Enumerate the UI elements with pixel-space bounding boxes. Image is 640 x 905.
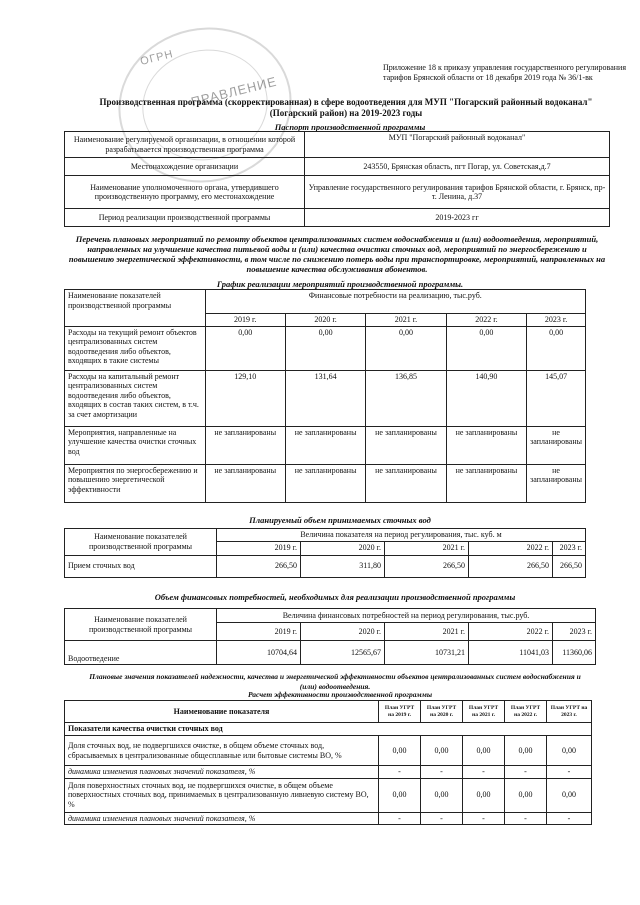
year-header: 2022 г.: [446, 314, 526, 327]
year-header: 2020 г.: [301, 623, 385, 641]
indicators-table: [64, 700, 592, 825]
indicators-cell: -: [421, 766, 463, 779]
schedule-cell: 129,10: [205, 370, 285, 426]
finance-head-group: Величина финансовых потребностей на период регулирования, тыс.руб.: [217, 609, 596, 623]
schedule-head-group: Финансовые потребности на реализацию, тыс.руб.: [205, 290, 585, 314]
efficiency-heading: Расчет эффективности производственной программы: [247, 690, 433, 699]
indicators-cell: -: [505, 812, 547, 825]
schedule-cell: не запланированы: [205, 464, 285, 502]
indicators-cell: 0,00: [463, 736, 505, 766]
schedule-cell: не запланированы: [446, 464, 526, 502]
year-header: 2023 г.: [527, 314, 586, 327]
schedule-cell: 0,00: [205, 326, 285, 370]
indicators-cell: -: [463, 812, 505, 825]
finance-cell: 10704,64: [217, 641, 301, 665]
schedule-cell: не запланированы: [527, 464, 586, 502]
schedule-cell: 140,90: [446, 370, 526, 426]
volume-row-label: Прием сточных вод: [65, 555, 217, 577]
indicators-row: [65, 778, 592, 812]
passport-label: Наименование регулируемой организации, в отношении которой разрабатывается производственная программа: [65, 132, 305, 158]
indicators-heading: Плановые значения показателей надежности, качества и энергетической эффективности объектов централизованных систем водоснабжения и (или) водоотведения.: [89, 672, 581, 691]
passport-label: Местонахождение организации: [65, 158, 305, 176]
year-header: 2021 г.: [366, 314, 446, 327]
indicators-row: [65, 766, 592, 779]
passport-table: [64, 131, 610, 227]
passport-row: [65, 209, 610, 227]
year-header: 2023 г.: [553, 541, 586, 555]
volume-cell: 266,50: [469, 555, 553, 577]
passport-row: [65, 132, 610, 158]
schedule-cell: не запланированы: [366, 464, 446, 502]
finance-heading: Объем финансовых потребностей, необходимых для реализации производственной программы: [154, 592, 516, 602]
finance-cell: 10731,21: [385, 641, 469, 665]
finance-cell: 11360,06: [553, 641, 596, 665]
finance-table: [64, 608, 596, 665]
passport-heading: Паспорт производственной программы: [274, 122, 426, 132]
schedule-cell: 0,00: [527, 326, 586, 370]
volume-head-label: Наименование показателей производственной программы: [65, 529, 217, 556]
volume-cell: 311,80: [301, 555, 385, 577]
plan-header: План УГРТ на 2022 г.: [505, 701, 547, 723]
indicators-cell: -: [379, 812, 421, 825]
schedule-row-label: Мероприятия, направленные на улучшение качества очистки сточных вод: [65, 426, 206, 464]
title-line-2: (Погарский район) на 2019-2023 годы: [269, 108, 423, 118]
stamp-text-1: ОГРН: [139, 48, 175, 68]
schedule-row-label: Расходы на капитальный ремонт централизованных систем водоотведения либо объектов, входящих в состав таких систем, в т.ч. за счет амортизации: [65, 370, 206, 426]
volume-cell: 266,50: [385, 555, 469, 577]
volume-cell: 266,50: [217, 555, 301, 577]
finance-row: [65, 641, 596, 665]
passport-row: [65, 176, 610, 209]
indicators-head-label: Наименование показателя: [65, 701, 379, 723]
schedule-row: [65, 426, 586, 464]
volume-head-group: Величина показателя на период регулирования, тыс. куб. м: [217, 529, 586, 542]
passport-label: Наименование уполномоченного органа, утвердившего производственную программу, его местонахождение: [65, 176, 305, 209]
indicators-cell: 0,00: [463, 778, 505, 812]
year-header: 2020 г.: [285, 314, 365, 327]
indicators-row-label: Доля поверхностных сточных вод, не подвергшихся очистке, в общем объеме поверхностных сточных вод, принимаемых в централизованную ливневую систему ВО, %: [65, 778, 379, 812]
schedule-table: [64, 289, 586, 503]
finance-row-label: Водоотведение: [65, 641, 217, 665]
schedule-cell: 145,07: [527, 370, 586, 426]
indicators-cell: 0,00: [379, 736, 421, 766]
schedule-cell: 0,00: [285, 326, 365, 370]
indicators-cell: -: [421, 812, 463, 825]
stamp-text-2: ПРАВЛЕНИЕ: [189, 73, 279, 110]
passport-label: Период реализации производственной программы: [65, 209, 305, 227]
schedule-row-label: Мероприятия по энергосбережению и повышению энергетической эффективности: [65, 464, 206, 502]
plan-header: План УГРТ на 2021 г.: [463, 701, 505, 723]
indicators-row-label: динамика изменения плановых значений показателя, %: [65, 766, 379, 779]
appendix-note: Приложение 18 к приказу управления государственного регулирования тарифов Брянской области от 18 декабря 2019 года № 36/1-вк: [383, 63, 627, 82]
indicators-section: Показатели качества очистки сточных вод: [65, 723, 592, 736]
schedule-row: [65, 370, 586, 426]
indicators-cell: -: [547, 766, 592, 779]
indicators-row-label: динамика изменения плановых значений показателя, %: [65, 812, 379, 825]
year-header: 2021 г.: [385, 623, 469, 641]
indicators-cell: 0,00: [505, 736, 547, 766]
document-title: [86, 97, 606, 119]
year-header: 2022 г.: [469, 541, 553, 555]
passport-row: [65, 158, 610, 176]
schedule-cell: не запланированы: [285, 464, 365, 502]
title-line-1: Производственная программа (скорректированная) в сфере водоотведения для МУП "Погарский районный водоканал": [99, 97, 593, 107]
finance-cell: 12565,67: [301, 641, 385, 665]
volume-table: [64, 528, 586, 578]
finance-head-label: Наименование показателей производственной программы: [65, 609, 217, 641]
finance-cell: 11041,03: [469, 641, 553, 665]
indicators-cell: 0,00: [505, 778, 547, 812]
volume-row: [65, 555, 586, 577]
plan-header: План УГРТ на 2020 г.: [421, 701, 463, 723]
schedule-cell: не запланированы: [527, 426, 586, 464]
indicators-cell: -: [379, 766, 421, 779]
year-header: 2022 г.: [469, 623, 553, 641]
passport-value: МУП "Погарский районный водоканал": [305, 132, 610, 158]
indicators-row-label: Доля сточных вод, не подвергшихся очистке, в общем объеме сточных вод, сбрасываемых в централизованные общесплавные или бытовые системы ВО, %: [65, 736, 379, 766]
schedule-cell: 0,00: [366, 326, 446, 370]
schedule-cell: 136,85: [366, 370, 446, 426]
indicators-cell: -: [505, 766, 547, 779]
indicators-cell: -: [463, 766, 505, 779]
passport-value: Управление государственного регулирования тарифов Брянской области, г. Брянск, пр-т. Ленина, д.37: [305, 176, 610, 209]
measures-heading: Перечень плановых мероприятий по ремонту объектов централизованных систем водоснабжения и (или) водоотведения, мероприятий, направленных на улучшение качества питьевой воды и (или) качества очистки сточных вод, мероприятий по энергосбережению и повышению энергетической эффективности, в том числе по снижению потерь воды при транспортировке, мероприятий, направленных на повышение качества обслуживания абонентов.: [68, 234, 606, 274]
passport-value: 243550, Брянская область, пгт Погар, ул. Советская,д.7: [305, 158, 610, 176]
year-header: 2019 г.: [205, 314, 285, 327]
schedule-head-label: Наименование показателей производственной программы: [65, 290, 206, 327]
indicators-cell: -: [547, 812, 592, 825]
passport-value: 2019-2023 гг: [305, 209, 610, 227]
year-header: 2021 г.: [385, 541, 469, 555]
schedule-cell: не запланированы: [285, 426, 365, 464]
indicators-cell: 0,00: [421, 736, 463, 766]
year-header: 2023 г.: [553, 623, 596, 641]
schedule-row: [65, 326, 586, 370]
schedule-cell: не запланированы: [446, 426, 526, 464]
schedule-heading: График реализации мероприятий производственной программы.: [216, 279, 464, 289]
year-header: 2019 г.: [217, 541, 301, 555]
indicators-row: [65, 812, 592, 825]
volume-heading: Планируемый объем принимаемых сточных вод: [249, 515, 431, 525]
year-header: 2019 г.: [217, 623, 301, 641]
schedule-cell: 0,00: [446, 326, 526, 370]
indicators-cell: 0,00: [421, 778, 463, 812]
schedule-cell: не запланированы: [366, 426, 446, 464]
plan-header: План УГРТ на 2023 г.: [547, 701, 592, 723]
schedule-cell: 131,64: [285, 370, 365, 426]
plan-header: План УГРТ на 2019 г.: [379, 701, 421, 723]
indicators-row: [65, 736, 592, 766]
indicators-cell: 0,00: [379, 778, 421, 812]
year-header: 2020 г.: [301, 541, 385, 555]
schedule-row: [65, 464, 586, 502]
schedule-cell: не запланированы: [205, 426, 285, 464]
volume-cell: 266,50: [553, 555, 586, 577]
indicators-cell: 0,00: [547, 778, 592, 812]
indicators-cell: 0,00: [547, 736, 592, 766]
schedule-row-label: Расходы на текущий ремонт объектов централизованных систем водоотведения либо объектов, входящих в такие системы: [65, 326, 206, 370]
